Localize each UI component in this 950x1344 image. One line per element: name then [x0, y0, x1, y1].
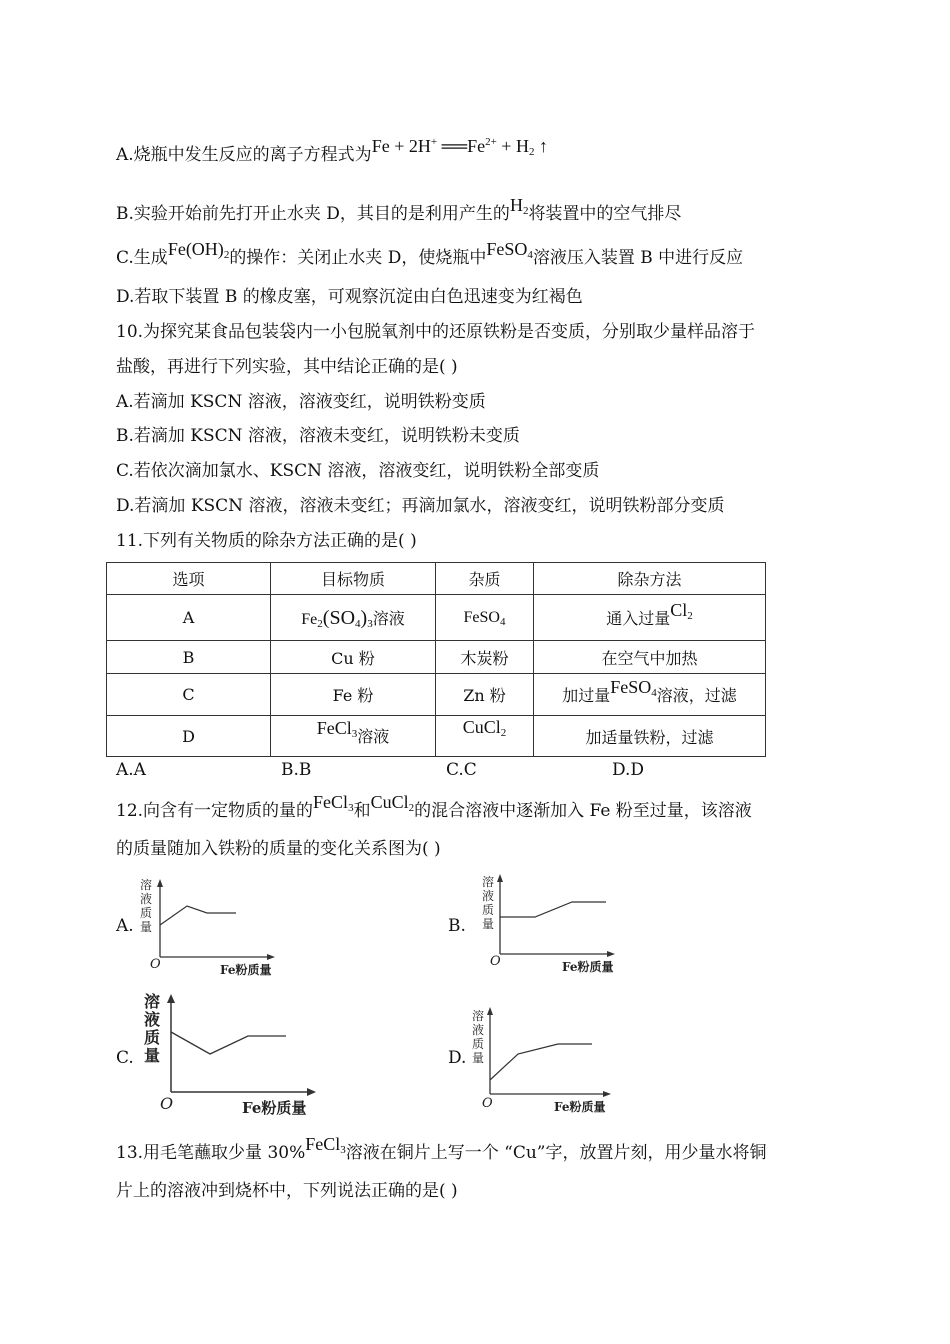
svg-text:量: 量	[472, 1051, 485, 1065]
graph-a-label: A.	[116, 916, 134, 936]
svg-text:质: 质	[472, 1037, 485, 1051]
q11-stem: 11.下列有关物质的除杂方法正确的是( )	[116, 531, 417, 551]
svg-text:O: O	[150, 957, 161, 972]
q12-stem-line2: 的质量随加入铁粉的质量的变化关系图为( )	[116, 839, 441, 859]
svg-text:溶: 溶	[144, 992, 161, 1011]
header-cell: 杂质	[436, 563, 534, 595]
table-row: A $Fe_2(SO_4)_3$溶液 FeSO$_4$ 通入过量$Cl_2$	[107, 595, 766, 641]
svg-text:Fe粉质量: Fe粉质量	[220, 963, 272, 977]
header-cell: 除杂方法	[534, 563, 766, 595]
q13-stem-line2: 片上的溶液冲到烧杯中，下列说法正确的是( )	[116, 1181, 458, 1201]
svg-text:量: 量	[140, 920, 153, 934]
q9-option-a: A.烧瓶中发生反应的离子方程式为Fe + 2H+ $══Fe^{2+} + H_2$ ↑	[116, 136, 548, 165]
q10-option-d: D.若滴加 KSCN 溶液，溶液未变红；再滴加氯水，溶液变红，说明铁粉部分变质	[116, 496, 725, 516]
graph-c[interactable]	[140, 990, 340, 1120]
graph-b-label: B.	[448, 916, 466, 936]
ionic-equation: Fe + 2H+ $══Fe^{2+} + H_2$ ↑	[371, 136, 548, 158]
q10-option-b: B.若滴加 KSCN 溶液，溶液未变红，说明铁粉未变质	[116, 426, 520, 446]
svg-text:质: 质	[482, 903, 495, 917]
table-row: C Fe 粉 Zn 粉 加过量FeSO$_4$溶液，过滤	[107, 674, 766, 716]
svg-text:O: O	[490, 954, 501, 969]
table-header-row	[107, 563, 766, 595]
svg-text:液: 液	[144, 1010, 161, 1029]
header-cell: 选项	[107, 563, 271, 595]
q12-stem-line1: 12.向含有一定物质的量的FeCl$_3$和CuCl$_2$的混合溶液中逐渐加入 Fe 粉至过量，该溶液	[116, 792, 752, 821]
table-row: B Cu 粉 木炭粉 在空气中加热	[107, 641, 766, 674]
graph-c-label: C.	[116, 1048, 134, 1068]
svg-text:质: 质	[140, 906, 153, 920]
q11-choices	[116, 760, 676, 784]
svg-text:液: 液	[140, 892, 153, 906]
svg-text:量: 量	[144, 1046, 161, 1065]
q9-option-c: C.生成$Fe(OH)_2$的操作：关闭止水夹 D，使烧瓶中FeSO$_4$溶液压入装置 B 中进行反应	[116, 239, 744, 268]
svg-text:溶: 溶	[472, 1009, 485, 1023]
q10-option-c: C.若依次滴加氯水、KSCN 溶液，溶液变红，说明铁粉全部变质	[116, 461, 600, 481]
choice-d[interactable]: D.D	[612, 760, 645, 780]
svg-text:液: 液	[472, 1023, 485, 1037]
q10-stem-line1: 10.为探究某食品包装袋内一小包脱氧剂中的还原铁粉是否变质，分别取少量样品溶于	[116, 322, 756, 342]
svg-text:质: 质	[144, 1028, 161, 1047]
q10-option-a: A.若滴加 KSCN 溶液，溶液变红，说明铁粉变质	[116, 392, 486, 412]
q9-option-d: D.若取下装置 B 的橡皮塞，可观察沉淀由白色迅速变为红褐色	[116, 287, 583, 307]
svg-text:溶: 溶	[140, 878, 153, 892]
choice-b[interactable]: B.B	[281, 760, 312, 780]
svg-text:Fe粉质量: Fe粉质量	[554, 1100, 606, 1114]
graph-a[interactable]	[130, 875, 290, 980]
svg-text:O: O	[160, 1094, 174, 1113]
svg-text:O: O	[482, 1096, 493, 1111]
graph-d-label: D.	[448, 1048, 467, 1068]
svg-text:Fe粉质量: Fe粉质量	[562, 960, 614, 974]
svg-text:溶: 溶	[482, 875, 495, 889]
q13-stem-line1: 13.用毛笔蘸取少量 30%FeCl$_3$溶液在铜片上写一个 “Cu”字，放置片刻，用少量水将铜	[116, 1134, 767, 1163]
svg-text:液: 液	[482, 889, 495, 903]
graph-d[interactable]	[468, 1002, 638, 1120]
choice-a[interactable]: A.A	[116, 760, 146, 780]
table-row: D FeCl$_3$溶液 CuCl$_2$ 加适量铁粉，过滤	[107, 716, 766, 757]
q10-stem-line2: 盐酸，再进行下列实验，其中结论正确的是( )	[116, 357, 458, 377]
choice-c[interactable]: C.C	[446, 760, 477, 780]
q11-table	[106, 562, 766, 757]
q9-option-b: B.实验开始前先打开止水夹 D，其目的是利用产生的$H_2$将装置中的空气排尽	[116, 195, 682, 224]
svg-text:量: 量	[482, 917, 495, 931]
header-cell: 目标物质	[271, 563, 436, 595]
svg-text:Fe粉质量: Fe粉质量	[242, 1099, 307, 1117]
graph-b[interactable]	[478, 870, 638, 980]
